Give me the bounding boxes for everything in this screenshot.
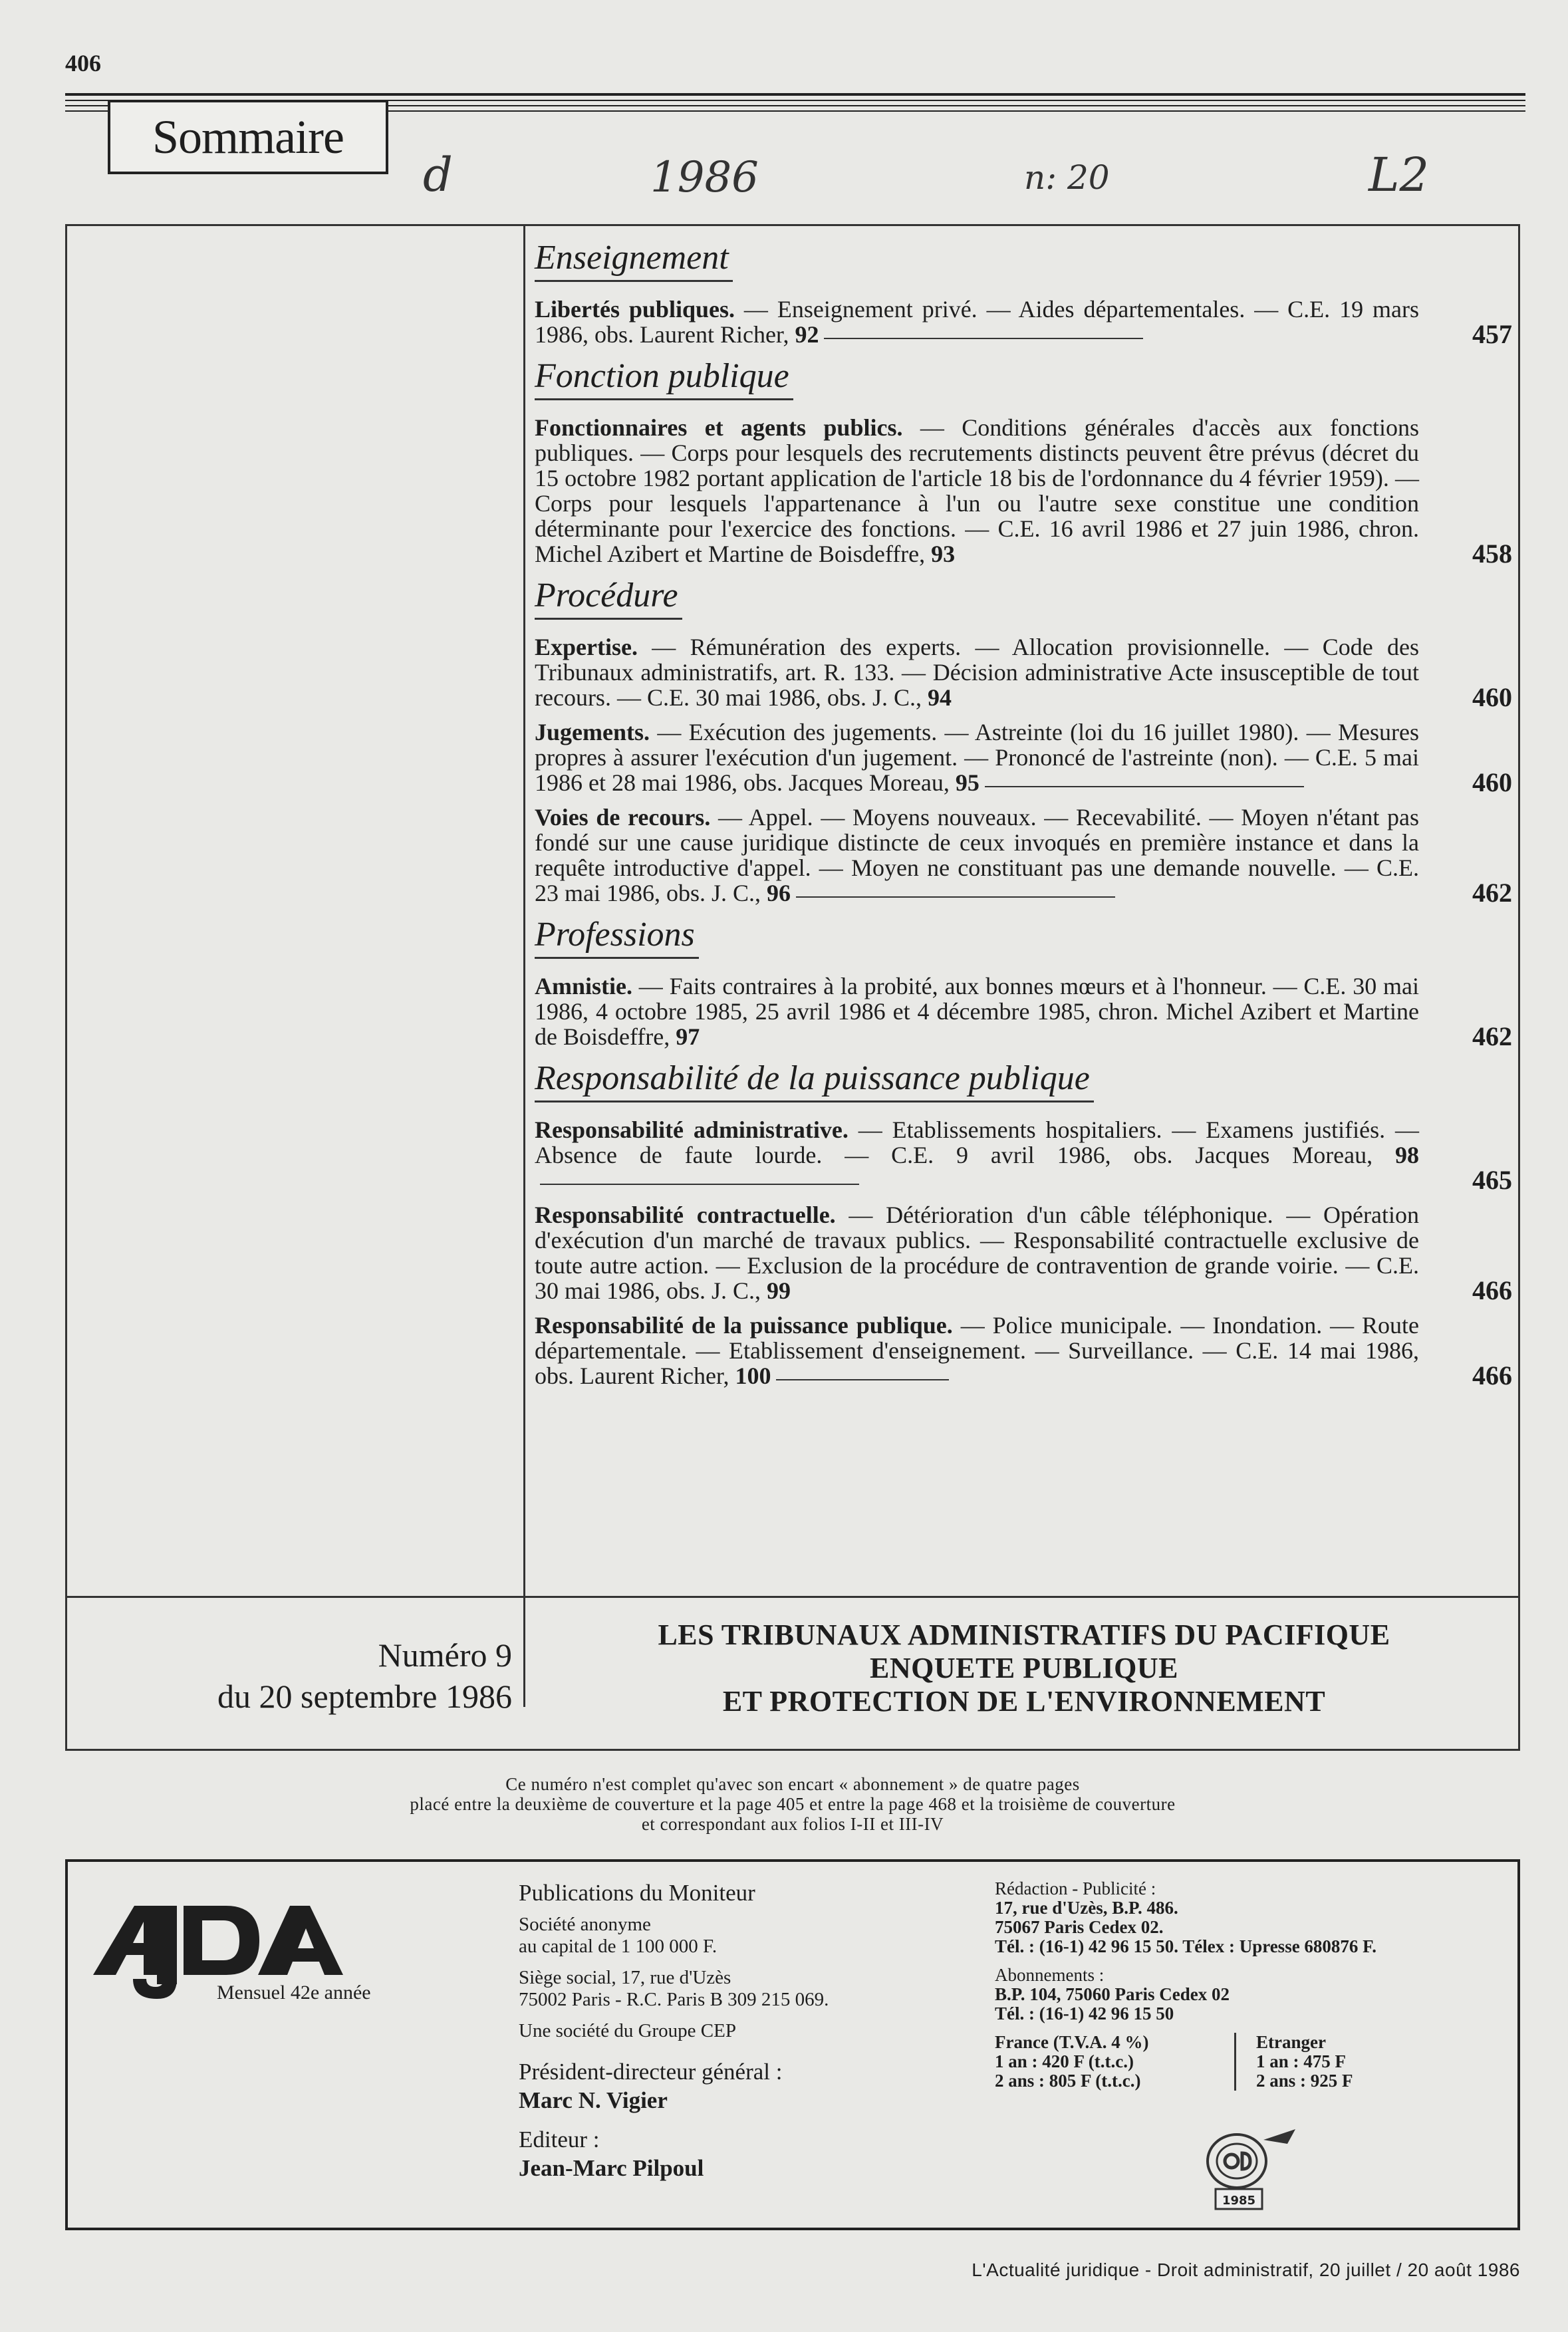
toc-section: [535, 1059, 1512, 1388]
entry-title: Jugements.: [535, 719, 650, 745]
issue-date: du 20 septembre 1986: [217, 1678, 512, 1715]
seal-year: 1985: [1222, 2194, 1256, 2208]
entry-title: Amnistie.: [535, 973, 632, 999]
publisher-name: Publications du Moniteur: [519, 1880, 755, 1906]
dot-leader: [776, 1379, 949, 1380]
handwritten-note: 1986: [650, 153, 759, 202]
price-table: [995, 2033, 1520, 2091]
entry-number: 96: [767, 880, 791, 906]
entry-title: Responsabilité de la puissance publique.: [535, 1312, 953, 1339]
price-label: France (T.V.A. 4 %): [995, 2032, 1149, 2052]
section-title: Responsabilité de la puissance publique: [535, 1059, 1094, 1102]
entry-text: — Faits contraires à la probité, aux bonnes mœurs et à l'honneur. — C.E. 30 mai 1986, 4 octobre 1985, 25 avril 1986 et 4 décembre 1985, chron. Michel Azibert et Martine de Boisdeffre,: [535, 973, 1419, 1050]
entry-title: Expertise.: [535, 634, 638, 660]
special-topic: [532, 1619, 1516, 1718]
entry-page: 462: [1472, 878, 1512, 908]
entry-page: 466: [1472, 1360, 1512, 1390]
dot-leader: [796, 896, 1115, 898]
entry-title: Fonctionnaires et agents publics.: [535, 414, 903, 441]
dot-leader: [985, 786, 1304, 787]
legal-line: au capital de 1 100 000 F.: [519, 1936, 718, 1957]
publisher-info: [519, 1879, 931, 2183]
entry-page: 457: [1472, 319, 1512, 349]
entry-text: — Rémunération des experts. — Allocation provisionnelle. — Code des Tribunaux administratifs, art. R. 133. — Décision administrative Acte insusceptible de tout recours. — C.E. 30 mai 1986, obs. J. C.,: [535, 634, 1419, 711]
ojd-seal-icon: [1202, 2127, 1302, 2213]
entry-page: 460: [1472, 767, 1512, 797]
price-france: [995, 2033, 1234, 2091]
entry-number: 99: [767, 1277, 791, 1304]
dot-leader: [540, 1184, 859, 1185]
handwritten-note: n: 20: [1024, 158, 1110, 197]
toc-entry[interactable]: [535, 297, 1512, 347]
note-line: et correspondant aux folios I-II et III-IV: [641, 1814, 944, 1834]
entry-text: — Appel. — Moyens nouveaux. — Recevabilité. — Moyen n'étant pas fondé sur une cause juridique distincte de ceux invoqués en première instance et dans la requête introductive d'appel. — Moyen ne constituant pas une demande nouvelle. — C.E. 23 mai 1986, obs. J. C.,: [535, 804, 1419, 906]
contact-line: Tél. : (16-1) 42 96 15 50: [995, 2004, 1174, 2023]
entry-page: 462: [1472, 1021, 1512, 1051]
toc-entry[interactable]: [535, 805, 1512, 906]
editor-name: Jean-Marc Pilpoul: [519, 2155, 704, 2181]
special-topic-line: ENQUETE PUBLIQUE: [870, 1652, 1178, 1684]
entry-page: 460: [1472, 682, 1512, 712]
entry-number: 92: [795, 321, 819, 348]
seat-line: Siège social, 17, rue d'Uzès: [519, 1967, 731, 1988]
toc-section: [535, 238, 1512, 347]
special-topic-line: ET PROTECTION DE L'ENVIRONNEMENT: [722, 1685, 1326, 1718]
contact-label: Abonnements :: [995, 1965, 1105, 1985]
price-foreign: [1234, 2033, 1429, 2091]
contact-line: B.P. 104, 75060 Paris Cedex 02: [995, 1984, 1230, 2004]
pdg-name: Marc N. Vigier: [519, 2087, 668, 2113]
contact-line: Tél. : (16-1) 42 96 15 50. Télex : Upresse 680876 F.: [995, 1936, 1376, 1956]
contact-line: 75067 Paris Cedex 02.: [995, 1917, 1164, 1937]
toc-entry[interactable]: [535, 719, 1512, 795]
entry-title: Libertés publiques.: [535, 296, 735, 323]
section-title: Procédure: [535, 576, 682, 620]
entry-number: 97: [676, 1023, 700, 1050]
toc-section: [535, 576, 1512, 906]
legal-line: Société anonyme: [519, 1914, 651, 1935]
entry-number: 98: [1395, 1142, 1419, 1168]
toc-entry[interactable]: [535, 634, 1512, 710]
toc-entry[interactable]: [535, 1313, 1512, 1388]
page-number: 406: [65, 50, 101, 76]
price-label: Etranger: [1256, 2032, 1326, 2052]
entry-title: Responsabilité contractuelle.: [535, 1202, 836, 1228]
footer: L'Actualité juridique - Droit administratif, 20 juillet / 20 août 1986: [972, 2260, 1520, 2280]
entry-number: 100: [735, 1362, 771, 1389]
dot-leader: [824, 338, 1143, 339]
toc-entry[interactable]: [535, 973, 1512, 1049]
ajda-logo-text: AJDA: [93, 1900, 95, 1901]
entry-title: Voies de recours.: [535, 804, 711, 831]
insert-note: [65, 1774, 1520, 1834]
seat-line: 75002 Paris - R.C. Paris B 309 215 069.: [519, 1989, 829, 2010]
toc-section: [535, 356, 1512, 567]
price-line: 2 ans : 925 F: [1256, 2071, 1353, 2091]
column-divider: [523, 224, 525, 1707]
handwritten-note: d: [423, 148, 453, 202]
entry-page: 465: [1472, 1165, 1512, 1195]
entry-text: — Etablissements hospitaliers. — Examens justifiés. — Absence de faute lourde. — C.E. 9 avril 1986, obs. Jacques Moreau,: [535, 1116, 1420, 1168]
entry-number: 94: [927, 684, 952, 711]
group-line: Une société du Groupe CEP: [519, 2020, 736, 2041]
entry-number: 93: [931, 541, 956, 567]
entry-text: — Détérioration d'un câble téléphonique. — Opération d'exécution d'un marché de travaux publics. — Responsabilité contractuelle exclusive de toute autre action. — Exclusion de la procédure de contravention de grande voirie. — C.E. 30 mai 1986, obs. J. C.,: [535, 1202, 1420, 1304]
section-title: Enseignement: [535, 238, 733, 282]
page-title: Sommaire: [108, 100, 388, 174]
entry-text: — Conditions générales d'accès aux fonctions publiques. — Corps pour lesquels des recrutements distincts peuvent être prévus (décret du 15 octobre 1982 portant application de l'article 18 bis de l'ordonnance du 4 février 1959). — Corps pour lesquels l'appartenance à l'un ou l'autre sexe constitue une condition déterminante pour l'exercice des fonctions. — C.E. 16 avril 1986 et 27 juin 1986, chron. Michel Azibert et Martine de Boisdeffre,: [535, 414, 1419, 567]
pdg-label: Président-directeur général :: [519, 2059, 783, 2085]
section-title: Fonction publique: [535, 356, 793, 400]
contact-label: Rédaction - Publicité :: [995, 1879, 1156, 1898]
entry-title: Responsabilité administrative.: [535, 1116, 849, 1143]
entry-text: — Exécution des jugements. — Astreinte (loi du 16 juillet 1980). — Mesures propres à assurer l'exécution d'un jugement. — Prononcé de l'astreinte (non). — C.E. 5 mai 1986 et 28 mai 1986, obs. Jacques Moreau,: [535, 719, 1419, 796]
table-of-contents: [535, 238, 1512, 1398]
entry-text: — Enseignement privé. — Aides départementales. — C.E. 19 mars 1986, obs. Laurent Richer,: [535, 296, 1419, 348]
note-line: placé entre la deuxième de couverture et la page 405 et entre la page 468 et la troisième de couverture: [410, 1794, 1176, 1814]
price-line: 1 an : 420 F (t.t.c.): [995, 2051, 1134, 2071]
toc-entry[interactable]: [535, 415, 1512, 567]
contact-info: [995, 1879, 1520, 2091]
entry-number: 95: [955, 769, 980, 796]
price-line: 1 an : 475 F: [1256, 2051, 1346, 2071]
entry-text: — Police municipale. — Inondation. — Route départementale. — Etablissement d'enseignement. — Surveillance. — C.E. 14 mai 1986, obs. Laurent Richer,: [535, 1312, 1420, 1389]
special-topic-line: LES TRIBUNAUX ADMINISTRATIFS DU PACIFIQUE: [658, 1619, 1390, 1651]
toc-entry[interactable]: [535, 1117, 1512, 1193]
note-line: Ce numéro n'est complet qu'avec son encart « abonnement » de quatre pages: [505, 1774, 1080, 1794]
bottom-divider: [65, 1596, 1520, 1598]
section-title: Professions: [535, 915, 699, 959]
entry-page: 458: [1472, 539, 1512, 569]
toc-section: [535, 915, 1512, 1049]
entry-page: 466: [1472, 1275, 1512, 1305]
price-line: 2 ans : 805 F (t.t.c.): [995, 2071, 1141, 2091]
next-issue: [73, 1634, 512, 1717]
issue-number: Numéro 9: [378, 1636, 512, 1674]
monthly-label: Mensuel 42e année: [217, 1982, 371, 2004]
toc-entry[interactable]: [535, 1202, 1512, 1303]
header-rule: [65, 93, 1525, 96]
contact-line: 17, rue d'Uzès, B.P. 486.: [995, 1898, 1178, 1918]
handwritten-note: L2: [1369, 148, 1430, 202]
editor-label: Editeur :: [519, 2127, 600, 2152]
